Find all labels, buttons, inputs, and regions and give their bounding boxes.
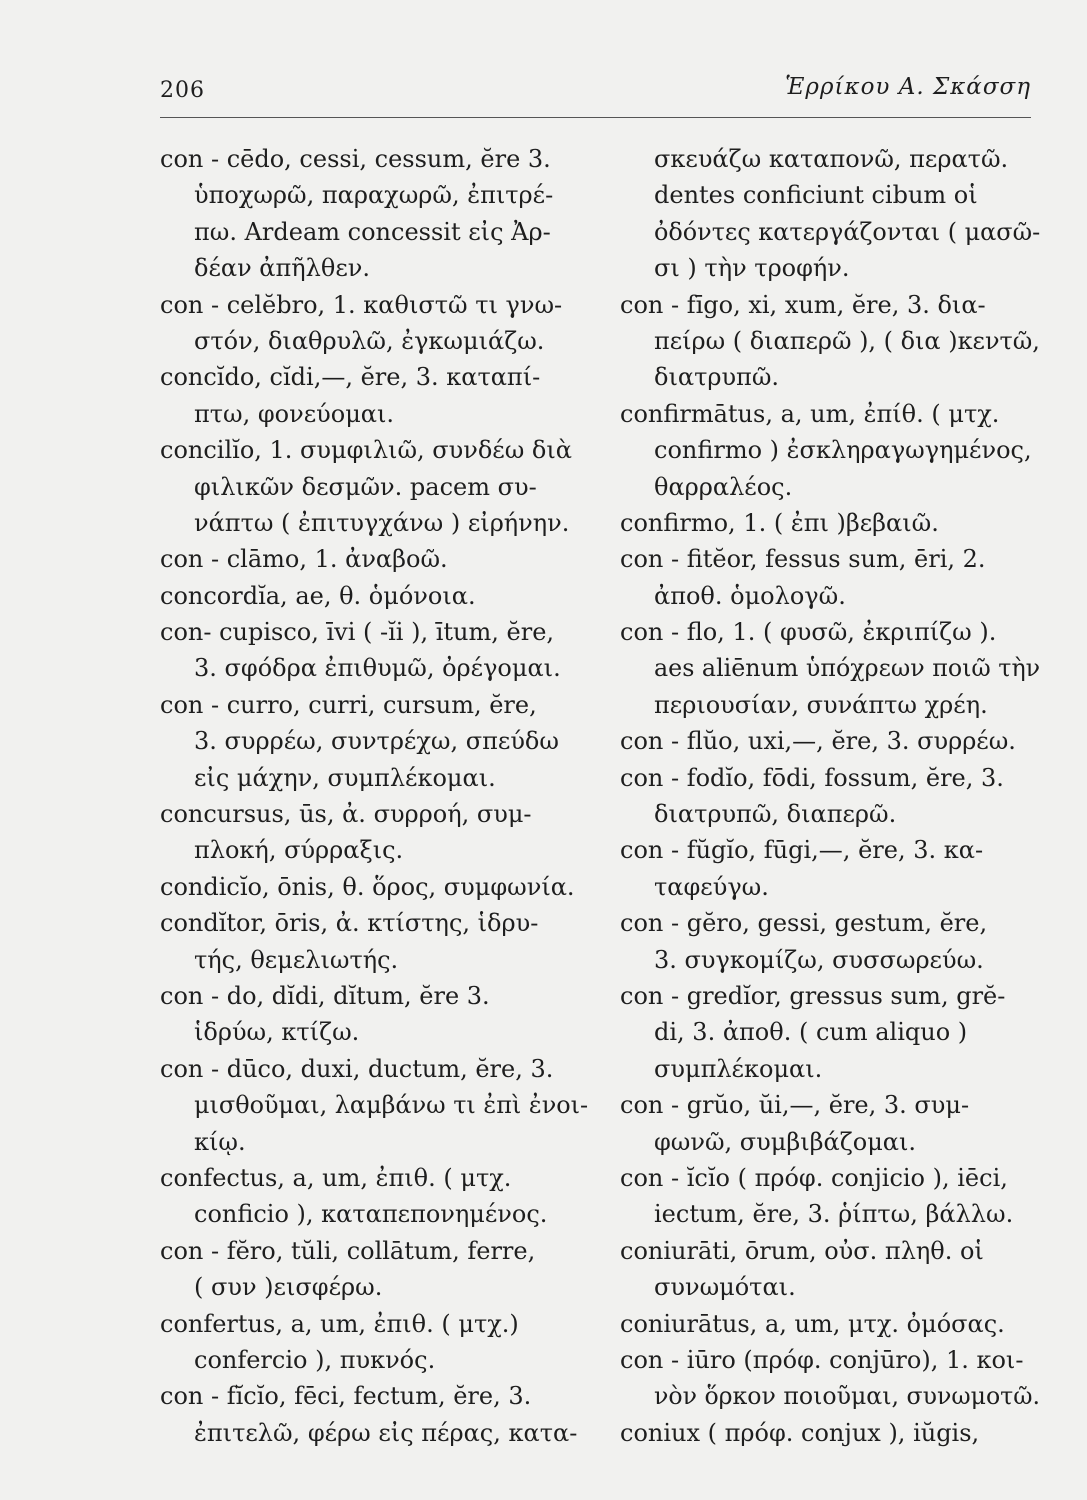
entry-continuation-line: συμπλέκομαι.	[654, 1054, 823, 1083]
entry-continuation-line: iectum, ĕre, 3. ῥίπτω, βάλλω.	[654, 1200, 1014, 1229]
entry-continuation-line: πείρω ( διαπερῶ ), ( δια )κεντῶ,	[654, 326, 1040, 355]
entry-continuation-line: πλοκή, σύρραξις.	[194, 836, 404, 865]
entry-continuation-line: πω. Ardeam concessit εἰς Ἀρ-	[194, 217, 551, 246]
entry-headword-line: coniux ( πρόφ. conjux ), iŭgis,	[620, 1418, 980, 1447]
entry-continuation-line: συνωμόται.	[654, 1273, 796, 1302]
entry-headword-line: concilĭo, 1. συμφιλιῶ, συνδέω διὰ	[160, 436, 572, 465]
entry-continuation-line: ὀδόντες κατεργάζονται ( μασῶ-	[654, 217, 1041, 246]
entry-continuation-line: di, 3. ἀποθ. ( cum aliquo )	[654, 1018, 968, 1047]
entry-headword-line: confirmo, 1. ( ἐπι )βεβαιῶ.	[620, 508, 939, 537]
left-column	[160, 141, 588, 1451]
entry-continuation-line: confercio ), πυκνός.	[194, 1345, 436, 1374]
entry-continuation-line: θαρραλέος.	[654, 472, 793, 501]
entry-headword-line: condĭtor, ōris, ἀ. κτίστης, ἱδρυ-	[160, 909, 539, 938]
entry-continuation-line: περιουσίαν, συνάπτω χρέη.	[654, 690, 988, 719]
entry-continuation-line: σι ) τὴν τροφήν.	[654, 254, 850, 283]
entry-headword-line: con - fīgo, xi, xum, ĕre, 3. δια-	[620, 290, 986, 319]
header-rule	[160, 117, 1031, 118]
entry-headword-line: con - cēdo, cessi, cessum, ĕre 3.	[160, 145, 551, 173]
entry-continuation-line: conficio ), καταπεπονημένος.	[194, 1200, 548, 1229]
entry-continuation-line: διατρυπῶ, διαπερῶ.	[654, 800, 897, 829]
entry-continuation-line: ὑποχωρῶ, παραχωρῶ, ἐπιτρέ-	[194, 181, 554, 210]
right-column	[620, 141, 1040, 1451]
entry-headword-line: con - iūro (πρόφ. conjūro), 1. κοι-	[620, 1345, 1024, 1374]
entry-headword-line: con - fĭcĭo, fēci, fectum, ĕre, 3.	[160, 1382, 532, 1411]
entry-continuation-line: aes aliēnum ὑπόχρεων ποιῶ τὴν	[654, 654, 1041, 683]
page-number: 206	[160, 78, 205, 103]
entry-headword-line: concursus, ūs, ἀ. συρροή, συμ-	[160, 800, 532, 829]
entry-continuation-line: ἀποθ. ὁμολογῶ.	[654, 581, 846, 610]
entry-headword-line: con - fodĭo, fōdi, fossum, ĕre, 3.	[620, 763, 1004, 792]
entry-continuation-line: 3. σφόδρα ἐπιθυμῶ, ὀρέγομαι.	[194, 654, 561, 683]
entry-headword-line: condicĭo, ōnis, θ. ὅρος, συμφωνία.	[160, 872, 575, 901]
entry-headword-line: con - fitĕor, fessus sum, ēri, 2.	[620, 545, 986, 574]
entry-headword-line: con - do, dĭdi, dĭtum, ĕre 3.	[160, 981, 490, 1010]
entry-headword-line: con - gredĭor, gressus sum, grĕ-	[620, 981, 1006, 1010]
entry-headword-line: con - fĕro, tŭli, collātum, ferre,	[160, 1236, 536, 1265]
entry-continuation-line: ἐπιτελῶ, φέρω εἰς πέρας, κατα-	[194, 1418, 578, 1447]
entry-headword-line: con - grŭo, ŭi,—, ĕre, 3. συμ-	[620, 1091, 970, 1120]
entry-headword-line: con - flŭo, uxi,—, ĕre, 3. συρρέω.	[620, 727, 1016, 756]
entry-continuation-line: σκευάζω καταπονῶ, περατῶ.	[654, 145, 1009, 173]
entry-continuation-line: δέαν ἀπῆλθεν.	[194, 254, 370, 283]
entry-headword-line: con - gĕro, gessi, gestum, ĕre,	[620, 909, 988, 938]
entry-headword-line: con - flo, 1. ( φυσῶ, ἐκριπίζω ).	[620, 618, 997, 647]
running-head: Ἑρρίκου Α. Σκάσση	[785, 74, 1031, 100]
entry-headword-line: confectus, a, um, ἐπιθ. ( μτχ.	[160, 1163, 512, 1192]
entry-continuation-line: confirmo ) ἐσκληραγωγημένος,	[654, 436, 1032, 465]
entry-continuation-line: ταφεύγω.	[654, 872, 769, 901]
entry-headword-line: confirmātus, a, um, ἐπίθ. ( μτχ.	[620, 399, 1000, 428]
entry-headword-line: coniurātus, a, um, μτχ. ὀμόσας.	[620, 1309, 1005, 1338]
entry-headword-line: confertus, a, um, ἐπιθ. ( μτχ.)	[160, 1309, 519, 1338]
entry-continuation-line: τής, θεμελιωτής.	[194, 945, 399, 974]
entry-continuation-line: ( συν )εισφέρω.	[194, 1273, 383, 1302]
entry-continuation-line: μισθοῦμαι, λαμβάνω τι ἐπὶ ἐνοι-	[194, 1091, 589, 1120]
entry-headword-line: coniurāti, ōrum, οὐσ. πληθ. οἱ	[620, 1236, 984, 1265]
entry-headword-line: con - fŭgĭo, fūgi,—, ĕre, 3. κα-	[620, 836, 984, 865]
entry-continuation-line: πτω, φονεύομαι.	[194, 399, 395, 428]
entry-continuation-line: ἱδρύω, κτίζω.	[194, 1018, 360, 1047]
entry-headword-line: con - celĕbro, 1. καθιστῶ τι γνω-	[160, 290, 563, 319]
entry-headword-line: con - clāmo, 1. ἀναβοῶ.	[160, 545, 448, 574]
entry-continuation-line: νὸν ὅρκον ποιοῦμαι, συνωμοτῶ.	[654, 1382, 1041, 1411]
entry-headword-line: concordĭa, ae, θ. ὁμόνοια.	[160, 581, 476, 610]
entry-continuation-line: 3. συρρέω, συντρέχω, σπεύδω	[194, 727, 559, 756]
entry-headword-line: con - curro, curri, cursum, ĕre,	[160, 690, 537, 719]
entry-headword-line: concĭdo, cĭdi,—, ĕre, 3. καταπί-	[160, 363, 541, 392]
entry-continuation-line: στόν, διαθρυλῶ, ἐγκωμιάζω.	[194, 326, 545, 355]
entry-headword-line: con - ĭcĭo ( πρόφ. conjicio ), iēci,	[620, 1163, 1008, 1192]
entry-continuation-line: κίῳ.	[194, 1127, 246, 1156]
entry-continuation-line: dentes conficiunt cibum οἱ	[654, 181, 978, 210]
entry-continuation-line: διατρυπῶ.	[654, 363, 780, 392]
entry-headword-line: con - dūco, duxi, ductum, ĕre, 3.	[160, 1054, 554, 1083]
entry-headword-line: con- cupisco, īvi ( -ĭi ), ītum, ĕre,	[160, 618, 555, 647]
entry-continuation-line: νάπτω ( ἐπιτυγχάνω ) εἰρήνην.	[194, 508, 570, 537]
entry-continuation-line: φωνῶ, συμβιβάζομαι.	[654, 1127, 917, 1156]
entry-continuation-line: 3. συγκομίζω, συσσωρεύω.	[654, 945, 984, 974]
entry-continuation-line: εἰς μάχην, συμπλέκομαι.	[194, 763, 496, 792]
entry-continuation-line: φιλικῶν δεσμῶν. pacem συ-	[194, 472, 537, 501]
